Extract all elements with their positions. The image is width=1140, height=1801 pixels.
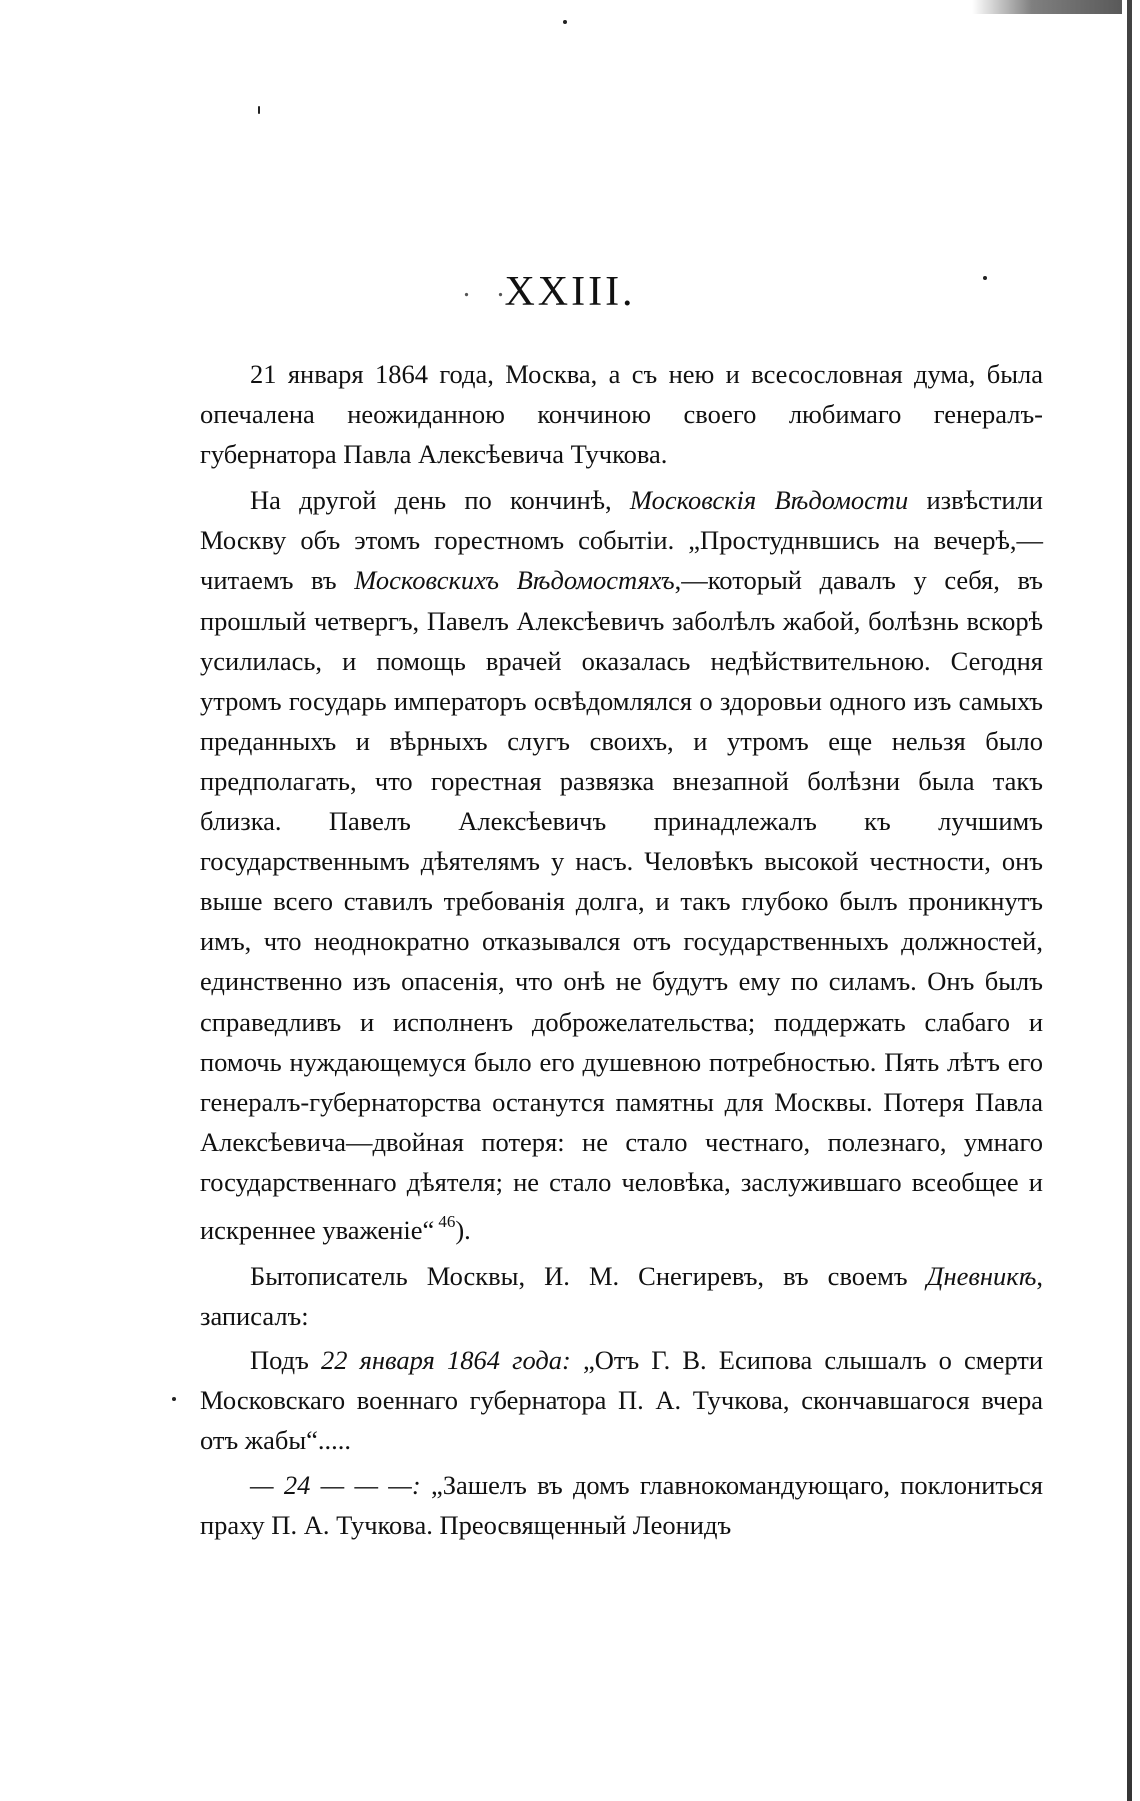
paragraph-4: [200, 1340, 1043, 1460]
paragraph-1: [200, 354, 1043, 474]
paragraph-2-text-d: ).: [455, 1214, 471, 1245]
scan-speck: [258, 106, 260, 114]
scan-speck: [172, 1397, 176, 1401]
paragraph-2: [200, 480, 1043, 1250]
paragraph-3: [200, 1256, 1043, 1336]
diary-title: Дневникѣ: [926, 1261, 1037, 1292]
paragraph-5-text: „Зашелъ въ домъ главнокомандующаго, поклониться праху П. А. Тучкова. Преосвященный Леонидъ: [200, 1469, 1043, 1540]
paragraph-2-text-a: На другой день по кончинѣ,: [250, 485, 630, 516]
paragraph-2-text-b: извѣстили Москву объ этомъ горестномъ событіи. „Простуднвшись на вечерѣ,—читаемъ въ: [200, 485, 1043, 596]
paragraph-5: [200, 1465, 1043, 1545]
diary-date-2: — 24 — — —:: [250, 1469, 421, 1500]
footnote-marker: 46: [438, 1211, 456, 1231]
chapter-number: XXIII.: [504, 269, 636, 315]
paragraph-4-text-b: „Отъ Г. В. Есипова слышалъ о смерти Московскаго военнаго губернатора П. А. Тучкова, скончавшагося вчера отъ жабы“.....: [200, 1345, 1043, 1456]
diary-date-1: 22 января 1864 года:: [320, 1345, 571, 1376]
scan-edge-smudge: [972, 0, 1122, 14]
body-text: [200, 354, 1043, 1545]
paragraph-4-text-a: Подъ: [250, 1345, 321, 1376]
paragraph-3-text-a: Бытописатель Москвы, И. М. Снегиревъ, въ своемъ: [250, 1261, 927, 1292]
newspaper-title-1: Московскія Вѣдомости: [629, 485, 909, 516]
heading-dots-decoration: . .: [463, 272, 514, 303]
chapter-heading: [0, 268, 1140, 316]
paragraph-2-text-c: ,—который давалъ у себя, въ прошлый четвергъ, Павелъ Алексѣевичъ заболѣлъ жабой, болѣзнь вскорѣ усилилась, и помощь врачей оказалась недѣйствительною. Сегодня утромъ государь императоръ освѣдомлялся о здоровьи одного изъ самыхъ преданныхъ и вѣрныхъ слугъ своихъ, и утромъ еще нельзя было предполагать, что горестная развязка внезапной болѣзни была такъ близка. Павелъ Алексѣевичъ принадлежалъ къ лучшимъ государственнымъ дѣятелямъ у насъ. Человѣкъ высокой честности, онъ выше всего ставилъ требованія долга, и такъ глубоко былъ проникнутъ имъ, что неоднократно отказывался отъ государственныхъ должностей, единственно изъ опасенія, что онѣ не будутъ ему по силамъ. Онъ былъ справедливъ и исполненъ доброжелательства; поддержать слабаго и помочь нуждающемуся было его душевною потребностью. Пять лѣтъ его генералъ-губернаторства останутся памятны для Москвы. Потеря Павла Алексѣевича—двойная потеря: не стало честнаго, полезнаго, умнаго государственнаго дѣятеля; не стало человѣка, заслужившаго всеобщее и искреннее уваженіе“: [200, 565, 1043, 1245]
newspaper-title-2: Московскихъ Вѣдомостяхъ: [354, 565, 675, 596]
paragraph-3-text-b: , записалъ:: [200, 1261, 1043, 1332]
paragraph-1-text: 21 января 1864 года, Москва, а съ нею и всесословная дума, была опечалена неожиданною кончиною своего любимаго генералъ-губернатора Павла Алексѣевича Тучкова.: [200, 359, 1043, 470]
scan-speck: [563, 20, 567, 24]
